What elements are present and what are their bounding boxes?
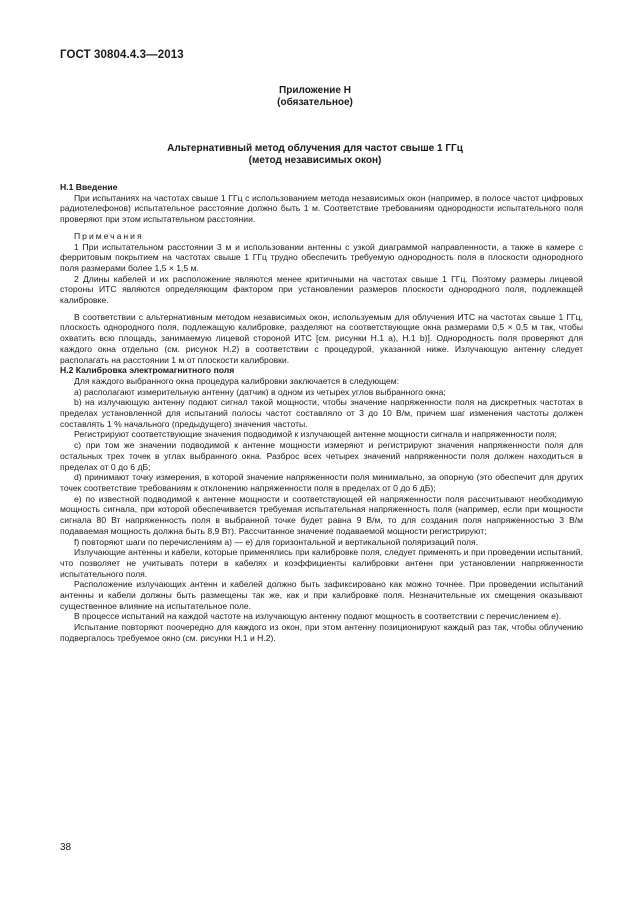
appendix-title: Приложение Н (279, 85, 351, 96)
note-2: 2 Длины кабелей и их расположение являются менее критичными на частотах свыше 1 ГГц. Поэтому размеры лицевой стороны ИТС являются определяющим фактором при установлении размеров плоскости однородного поля, подлежащей калибровке. (60, 273, 583, 306)
list-item-e: е) по известной подводимой к антенне мощности и соответствующей ей напряженности поля рассчитывают необходимую мощность сигнала, при которой обеспечивается требуемая испытательная напряженность поля (например, если при мощности сигнала 80 Вт напряженность поля в выбранной точке будет равна 9 В/м, то для создания поля напряженностью 3 В/м подаваемая мощность должна быть 8,9 Вт). Рассчитанное значение подаваемой мощности регистрируют; (60, 493, 583, 536)
paragraph: В соответствии с альтернативным методом независимых окон, используемым для облучения ИТС на частотах свыше 1 ГГц, плоскость однородного поля, подлежащую калибровке, разделяют на соответствующие окна размерами 0,5 × 0,5 м так, чтобы охватить всю площадь, занимаемую лицевой стороной ИТС [см. рисунки Н.1 а), Н.1 b)]. Однородность поля проверяют для каждого окна отдельно (см. рисунок Н.2) в соответствии с процедурой, указанной ниже. Излучающую антенну следует располагать на расстоянии 1 м от плоскости калибровки. (60, 311, 583, 365)
standard-header: ГОСТ 30804.4.3—2013 (60, 49, 184, 61)
appendix-status: (обязательное) (277, 97, 353, 108)
page-number: 38 (60, 842, 72, 853)
section-title: Альтернативный метод облучения для частот свыше 1 ГГц (167, 143, 463, 154)
list-item-a: а) располагают измерительную антенну (датчик) в одном из четырех углов выбранного окна; (74, 386, 446, 397)
list-item-f: f) повторяют шаги по перечислениям а) — е) для горизонтальной и вертикальной поляризаций поля. (74, 536, 479, 547)
list-item-b-cont: Регистрируют соответствующие значения подводимой к излучающей антенне мощности сигнала и напряженности поля; (74, 429, 557, 440)
section-subtitle: (метод независимых окон) (248, 155, 382, 166)
paragraph: Для каждого выбранного окна процедура калибровки заключается в следующем: (74, 375, 400, 386)
paragraph: В процессе испытаний на каждой частоте на излучающую антенну подают мощность в соответствии с перечислением е). (74, 611, 562, 622)
notes-title: Примечания (74, 230, 144, 241)
paragraph: При испытаниях на частотах свыше 1 ГГц с использованием метода независимых окон (например, в полосе частот цифровых радиотелефонов) испытательное расстояние должно быть 1 м. Соответствие требованиям однородности испытательного поля проверяют при этом испытательном расстоянии. (60, 192, 583, 225)
list-item-b: b) на излучающую антенну подают сигнал такой мощности, чтобы значение напряженности поля на дискретных частотах в пределах установленной для испытаний полосы частот составляло от 3 до 10 В/м, причем шаг изменения частоты должен составлять 1 % начального (предыдущего) значения частоты. (60, 397, 583, 429)
document-body (60, 182, 583, 644)
paragraph: Испытание повторяют поочередно для каждого из окон, при этом антенну позиционируют каждый раз так, чтобы облучению подвергалось требуемое окно (см. рисунки Н.1 и Н.2). (60, 622, 583, 643)
paragraph: Расположение излучающих антенн и кабелей должно быть зафиксировано как можно точнее. При проведении испытаний антенны и кабели должны быть размещены так же, как и при калибровке поля. Незначительные их смещения оказывают существенное влияние на испытательное поле. (60, 579, 583, 611)
list-item-d: d) принимают точку измерения, в которой значение напряженности поля минимально, за опорную (это обеспечит для других точек соответствие требованиям к отклонению напряженности поля в пределах от 0 до 6 дБ); (60, 472, 583, 493)
list-item-c: с) при том же значении подводимой к антенне мощности измеряют и регистрируют значения напряженности поля для остальных трех точек в углах выбранного окна. Разброс всех четырех значений напряженности поля должен находиться в пределах от 0 до 6 дБ; (60, 440, 583, 472)
note-1: 1 При испытательном расстоянии 3 м и использовании антенны с узкой диаграммой направленности, а также в камере с ферритовым покрытием на частотах свыше 1 ГГц трудно обеспечить требуемую однородность поля в плоскости однородного поля размерами более 1,5 × 1,5 м. (60, 241, 583, 273)
heading-h2: Н.2 Калибровка электромагнитного поля (60, 365, 235, 376)
paragraph: Излучающие антенны и кабели, которые применялись при калибровке поля, следует применять и при проведении испытаний, что позволяет не учитывать потери в кабелях и коэффициенты калибровки антенн при установлении напряженности испытательного поля. (60, 547, 583, 579)
heading-h1: Н.1 Введение (60, 182, 118, 192)
